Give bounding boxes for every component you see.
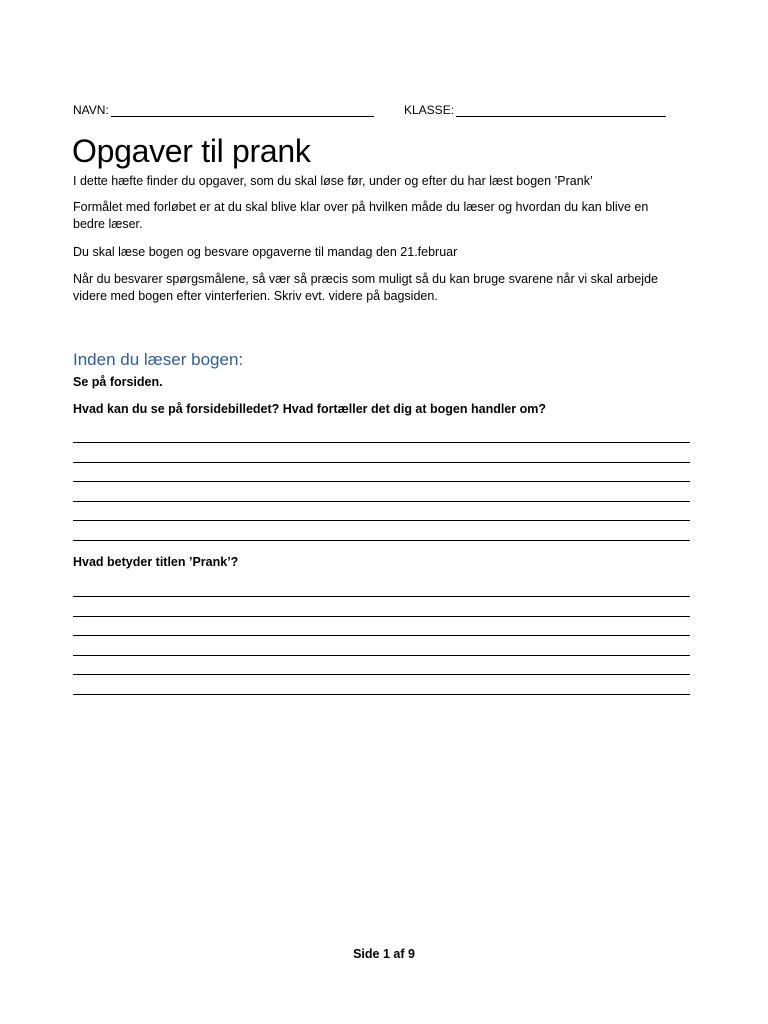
intro-paragraph-4-line-2: videre med bogen efter vinterferien. Skriv evt. videre på bagsiden. <box>73 288 438 303</box>
answer-line <box>73 462 690 463</box>
answer-line <box>73 694 690 695</box>
page-number: Side 1 af 9 <box>353 947 415 961</box>
intro-paragraph-1: I dette hæfte finder du opgaver, som du skal løse før, under og efter du har læst bogen ’Prank’ <box>73 174 593 188</box>
answer-line <box>73 442 690 443</box>
name-field[interactable] <box>73 103 374 117</box>
intro-paragraph-4 <box>73 271 698 304</box>
answer-line <box>73 655 690 656</box>
section-instruction: Se på forsiden. <box>73 375 163 389</box>
answer-line <box>73 616 690 617</box>
class-field[interactable] <box>404 103 666 117</box>
page-title: Opgaver til prank <box>72 133 311 169</box>
answer-line <box>73 481 690 482</box>
answer-line <box>73 540 690 541</box>
answer-line <box>73 596 690 597</box>
answer-line <box>73 501 690 502</box>
student-info-row <box>73 103 693 123</box>
class-blank-line <box>456 104 666 117</box>
answer-line <box>73 520 690 521</box>
answer-line <box>73 635 690 636</box>
section-heading: Inden du læser bogen: <box>73 350 244 369</box>
name-label: NAVN: <box>73 103 109 117</box>
answer-line <box>73 674 690 675</box>
name-blank-line <box>111 104 374 117</box>
intro-paragraph-2-line-2: bedre læser. <box>73 216 143 231</box>
intro-paragraph-3: Du skal læse bogen og besvare opgaverne til mandag den 21.februar <box>73 245 458 259</box>
intro-paragraph-2-line-1: Formålet med forløbet er at du skal blive klar over på hvilken måde du læser og hvordan du kan blive en <box>73 200 649 214</box>
intro-paragraph-4-line-1: Når du besvarer spørgsmålene, så vær så præcis som muligt så du kan bruge svarene når vi skal arbejde <box>73 272 658 286</box>
class-label: KLASSE: <box>404 103 455 117</box>
question-2: Hvad betyder titlen ’Prank’? <box>73 555 239 569</box>
intro-paragraph-2 <box>73 199 698 232</box>
question-1: Hvad kan du se på forsidebilledet? Hvad fortæller det dig at bogen handler om? <box>73 402 546 416</box>
